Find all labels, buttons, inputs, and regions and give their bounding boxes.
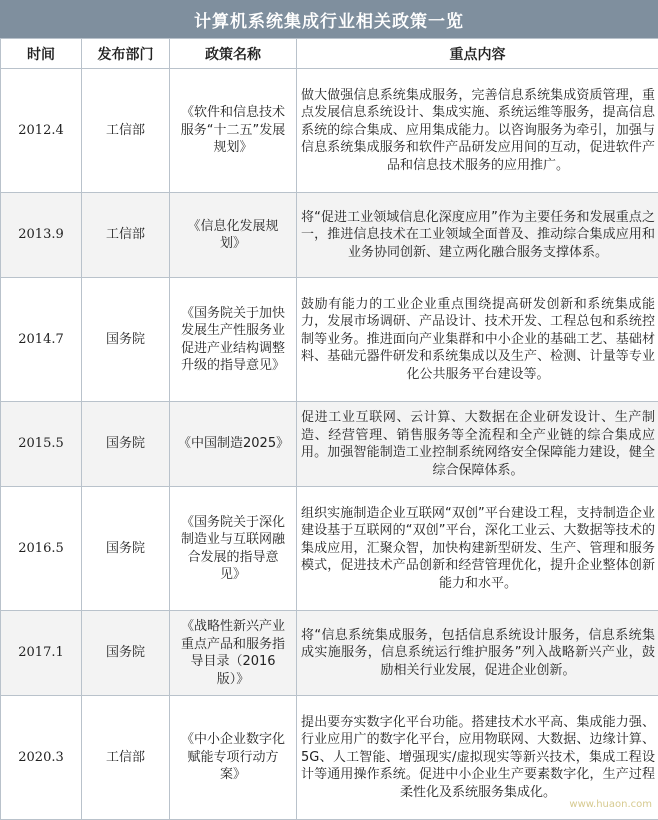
cell-time: 2012.4 — [1, 69, 82, 193]
table-row — [1, 278, 658, 402]
cell-content: 将“信息系统集成服务，包括信息系统设计服务，信息系统集成实施服务，信息系统运行维护服务”列入战略新兴产业，鼓励相关行业发展，促进企业创新。 — [297, 611, 658, 696]
policy-table — [0, 38, 658, 820]
header-name: 政策名称 — [170, 39, 297, 69]
watermark: www.huaon.com — [569, 799, 652, 810]
cell-policy-name: 《中国制造2025》 — [170, 402, 297, 487]
table-row — [1, 696, 658, 820]
cell-content: 做大做强信息系统集成服务，完善信息系统集成资质管理，重点发展信息系统设计、集成实施、系统运维等服务，提高信息系统的综合集成、应用集成能力。以咨询服务为牵引，加强与信息系统集成服务和软件产品研发应用间的互动，促进软件产品和信息技术服务的应用推广。 — [297, 69, 658, 193]
cell-dept: 国务院 — [82, 278, 170, 402]
cell-time: 2013.9 — [1, 193, 82, 278]
header-dept: 发布部门 — [82, 39, 170, 69]
table-title: 计算机系统集成行业相关政策一览 — [0, 0, 658, 38]
cell-policy-name: 《中小企业数字化赋能专项行动方案》 — [170, 696, 297, 820]
cell-time: 2017.1 — [1, 611, 82, 696]
cell-content: 提出要夯实数字化平台功能。搭建技术水平高、集成能力强、行业应用广的数字化平台，应用物联网、大数据、边缘计算、5G、人工智能、增强现实/虚拟现实等新兴技术，集成工程设计等通用操作系统。促进中小企业生产要素数字化，生产过程柔性化及系统服务集成化。 — [297, 696, 658, 820]
header-time: 时间 — [1, 39, 82, 69]
cell-policy-name: 《软件和信息技术服务“十二五”发展规划》 — [170, 69, 297, 193]
table-row — [1, 487, 658, 611]
header-content: 重点内容 — [297, 39, 658, 69]
cell-dept: 国务院 — [82, 487, 170, 611]
cell-policy-name: 《战略性新兴产业重点产品和服务指导目录（2016版）》 — [170, 611, 297, 696]
cell-dept: 工信部 — [82, 696, 170, 820]
cell-policy-name: 《信息化发展规划》 — [170, 193, 297, 278]
cell-content: 组织实施制造企业互联网“双创”平台建设工程，支持制造企业建设基于互联网的“双创”平台，深化工业云、大数据等技术的集成应用，汇聚众智，加快构建新型研发、生产、管理和服务模式，促进技术产品创新和经营管理优化，提升企业整体创新能力和水平。 — [297, 487, 658, 611]
header-row — [1, 39, 658, 69]
cell-dept: 国务院 — [82, 402, 170, 487]
cell-content: 促进工业互联网、云计算、大数据在企业研发设计、生产制造、经营管理、销售服务等全流程和全产业链的综合集成应用。加强智能制造工业控制系统网络安全保障能力建设，健全综合保障体系。 — [297, 402, 658, 487]
table-row — [1, 611, 658, 696]
cell-time: 2014.7 — [1, 278, 82, 402]
cell-time: 2020.3 — [1, 696, 82, 820]
table-row — [1, 69, 658, 193]
cell-dept: 国务院 — [82, 611, 170, 696]
table-row — [1, 402, 658, 487]
cell-content: 鼓励有能力的工业企业重点围绕提高研发创新和系统集成能力，发展市场调研、产品设计、技术开发、工程总包和系统控制等业务。推进面向产业集群和中小企业的基础工艺、基础材料、基础元器件研发和系统集成以及生产、检测、计量等专业化公共服务平台建设等。 — [297, 278, 658, 402]
cell-content: 将“促进工业领域信息化深度应用”作为主要任务和发展重点之一，推进信息技术在工业领域全面普及、推动综合集成应用和业务协同创新、建立两化融合服务支撑体系。 — [297, 193, 658, 278]
cell-policy-name: 《国务院关于深化制造业与互联网融合发展的指导意见》 — [170, 487, 297, 611]
cell-policy-name: 《国务院关于加快发展生产性服务业促进产业结构调整升级的指导意见》 — [170, 278, 297, 402]
cell-dept: 工信部 — [82, 193, 170, 278]
table-row — [1, 193, 658, 278]
cell-dept: 工信部 — [82, 69, 170, 193]
cell-time: 2015.5 — [1, 402, 82, 487]
cell-time: 2016.5 — [1, 487, 82, 611]
